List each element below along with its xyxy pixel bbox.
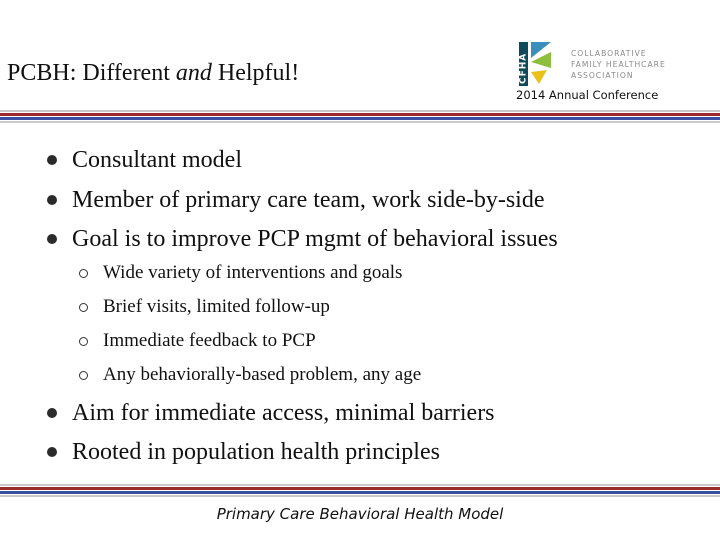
cfha-logo-mark xyxy=(517,40,569,88)
logo-line-1: COLLABORATIVE xyxy=(571,49,647,58)
title-part-2: Helpful! xyxy=(211,60,300,86)
logo-letters: CFHA xyxy=(518,52,529,84)
slide-title xyxy=(7,58,299,88)
title-part-1: PCBH: Different xyxy=(7,60,176,86)
bullet-dot xyxy=(47,408,57,418)
title-emphasis: and xyxy=(175,60,212,86)
logo-line-2: FAMILY HEALTHCARE xyxy=(571,60,666,69)
sub-bullet-ring xyxy=(79,269,88,278)
logo-shape-yellow xyxy=(531,70,547,84)
sub-bullet-ring xyxy=(79,371,88,380)
bullet-dot xyxy=(47,155,57,165)
bottom-divider-band xyxy=(0,484,720,498)
logo-org-name xyxy=(571,48,666,81)
slide-footer: Primary Care Behavioral Health Model xyxy=(216,505,504,523)
bullet-dot xyxy=(47,195,57,205)
sub-bullet-ring xyxy=(79,303,88,312)
conference-label: 2014 Annual Conference xyxy=(516,88,659,102)
sub-bullet-ring xyxy=(79,337,88,346)
logo-line-3: ASSOCIATION xyxy=(571,71,634,80)
top-divider-band xyxy=(0,110,720,124)
bullet-dot xyxy=(47,447,57,457)
bullet-dot xyxy=(47,234,57,244)
cfha-logo xyxy=(517,40,687,88)
